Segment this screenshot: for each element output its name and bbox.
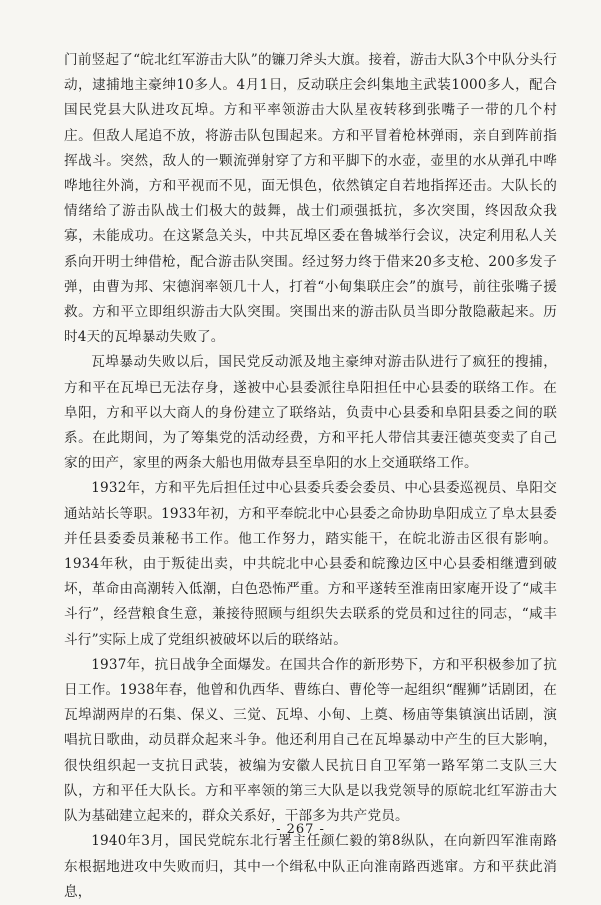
paragraph-3: 1932年，方和平先后担任过中心县委兵委会委员、中心县委巡视员、阜阳交通站站长等职。1933年初，方和平奉皖北中心县委之命协助阜阳成立了阜太县委并任县委委员兼秘书工作。他工作努力，踏实能干，在皖北游击区很有影响。1934年秋，由于叛徒出卖，中共皖北中心县委和皖豫边区中心县委相继遭到破坏，革命由高潮转入低潮，白色恐怖严重。方和平遂转至淮南田家庵开设了“咸丰斗行”，经营粮食生意，兼接待照顾与组织失去联系的党员和过往的同志，“咸丰斗行”实际上成了党组织被破坏以后的联络站。	[64, 480, 557, 648]
paragraph-4: 1937年，抗日战争全面爆发。在国共合作的新形势下，方和平积极参加了抗日工作。1938年春，他曾和仇西华、曹练白、曹伦等一起组织“醒狮”话剧团，在瓦埠湖两岸的石集、保义、三觉、瓦埠、小甸、上奠、杨庙等集镇演出话剧，演唱抗日歌曲，动员群众起来斗争。他还利用自己在瓦埠暴动中产生的巨大影响，很快组织起一支抗日武装，被编为安徽人民抗日自卫军第一路军第二支队三大队，方和平任大队长。方和平率领的第三大队是以我党领导的原皖北红军游击大队为基础建立起来的，群众关系好，干部多为共产党员。	[64, 656, 557, 825]
page-number: - 267 -	[276, 822, 325, 837]
paragraph-2: 瓦埠暴动失败以后，国民党反动派及地主豪绅对游击队进行了疯狂的搜捕，方和平在瓦埠已无法存身，遂被中心县委派往阜阳担任中心县委的联络工作。在阜阳，方和平以大商人的身份建立了联络站，负责中心县委和阜阳县委之间的联系。在此期间，为了筹集党的活动经费，方和平托人带信其妻汪德英变卖了自己家的田产，家里的两条大船也用做寿县至阜阳的水上交通联络工作。	[64, 354, 557, 472]
paragraph-5: 1940年3月，国民党皖东北行署主任颜仁毅的第8纵队，在向新四军淮南路东根据地进攻中失败而归，其中一个缉私中队正向淮南路西逃窜。方和平获此消息，	[64, 833, 557, 900]
body-text	[64, 48, 557, 905]
paragraph-1: 门前竖起了“皖北红军游击大队”的镰刀斧头大旗。接着，游击大队3个中队分头行动，逮捕地主豪绅10多人。4月1日，反动联庄会纠集地主武装1000多人，配合国民党县大队进攻瓦埠。方和平率领游击大队星夜转移到张嘴子一带的几个村庄。但敌人尾追不放，将游击队包围起来。方和平冒着枪林弹雨，亲自到阵前指挥战斗。突然，敌人的一颗流弹射穿了方和平脚下的水壶，壶里的水从弹孔中哗哗地往外淌，方和平视而不见，面无惧色，依然镇定自若地指挥还击。大队长的情绪给了游击队战士们极大的鼓舞，战士们顽强抵抗，多次突围，终因敌众我寡，未能成功。在这紧急关头，中共瓦埠区委在鲁城举行会议，决定利用私人关系向开明士绅借枪，配合游击队突围。经过努力终于借来20多支枪、200多发子弹，由曹为邦、宋德润率领几十人，打着“小甸集联庄会”的旗号，前往张嘴子援救。方和平立即组织游击大队突围。突围出来的游击队员当即分散隐蔽起来。历时4天的瓦埠暴动失败了。	[64, 52, 557, 346]
